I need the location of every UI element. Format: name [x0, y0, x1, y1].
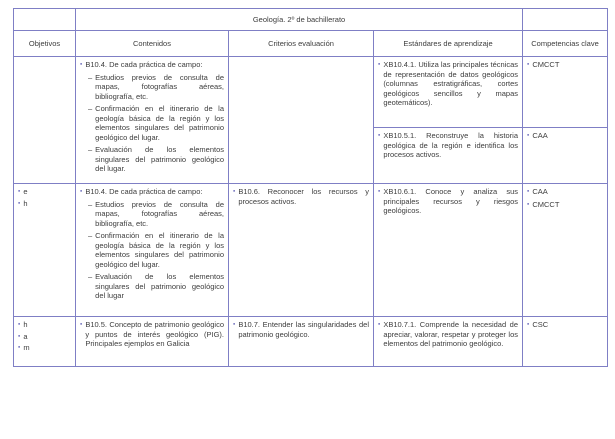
square-bullet-icon: ▪	[378, 321, 381, 328]
dash-bullet-icon: –	[88, 199, 93, 209]
header-estandares: Estándares de aprendizaje	[374, 31, 523, 57]
square-bullet-icon: ▪	[80, 321, 83, 328]
square-bullet-icon: ▪	[378, 132, 381, 139]
list-subitem	[88, 231, 224, 269]
header-objetivos: Objetivos	[14, 31, 76, 57]
list-item	[18, 343, 71, 353]
contenido-sub: Evaluación de los elementos singulares del patrimonio geológico del lugar	[95, 272, 224, 300]
contenido-sub: Estudios previos de consulta de mapas, fotografías aéreas, bibliografía, etc.	[95, 72, 224, 101]
dash-bullet-icon: –	[88, 72, 93, 82]
criterio-text: B10.7. Entender las singularidades del patrimonio geológico.	[238, 320, 369, 339]
cell-objetivos-row3	[14, 317, 76, 367]
list-item	[527, 60, 603, 70]
estandar-text: XB10.4.1. Utiliza las principales técnicas de representación de datos geológicos (columnas estratigráficas, cortes geológicos sencillos y mapas geotemáticos).	[383, 60, 519, 107]
cell-objetivos-row1	[14, 57, 76, 184]
square-bullet-icon: ▪	[80, 61, 83, 68]
list-item	[18, 187, 71, 197]
square-bullet-icon: ▪	[18, 332, 21, 340]
square-bullet-icon: ▪	[18, 344, 21, 351]
list-item	[18, 332, 71, 342]
square-bullet-icon: ▪	[527, 200, 530, 208]
list-item	[527, 200, 603, 210]
dash-bullet-icon: –	[88, 145, 93, 154]
square-bullet-icon: ▪	[527, 321, 530, 328]
table-title-row	[14, 9, 608, 31]
list-subitem	[88, 145, 224, 174]
estandar-text: XB10.7.1. Comprende la necesidad de apreciar, valorar, respetar y proteger los elementos del patrimonio geológico.	[383, 320, 519, 348]
contenido-lead: B10.4. De cada práctica de campo:	[85, 60, 203, 69]
list-subitem	[88, 104, 224, 142]
square-bullet-icon: ▪	[18, 199, 21, 207]
cell-competencias-xb1051	[523, 128, 608, 184]
list-item	[378, 131, 518, 160]
dash-bullet-icon: –	[88, 231, 93, 240]
square-bullet-icon: ▪	[18, 321, 21, 328]
competencia-label: CAA	[532, 131, 548, 140]
cell-competencias-xb1071	[523, 317, 608, 367]
title-spacer-left	[14, 9, 76, 31]
cell-objetivos-row2	[14, 184, 76, 317]
cell-contenidos-row2	[76, 184, 229, 317]
objetivo-label: e	[23, 187, 28, 196]
square-bullet-icon: ▪	[527, 188, 530, 195]
list-item	[80, 320, 224, 349]
cell-contenidos-row3	[76, 317, 229, 367]
cell-criterios-row2	[229, 184, 374, 317]
header-criterios: Criterios evaluación	[229, 31, 374, 57]
objetivo-label: m	[23, 343, 30, 352]
list-item	[80, 60, 224, 70]
cell-estandar-xb1061	[374, 184, 523, 317]
square-bullet-icon: ▪	[527, 132, 530, 139]
list-item	[18, 199, 71, 209]
cell-competencias-xb1061	[523, 184, 608, 317]
curriculum-table-wrapper	[13, 8, 608, 367]
criterio-text: B10.6. Reconocer los recursos y procesos activos.	[238, 187, 369, 206]
competencia-label: CMCCT	[532, 199, 560, 209]
square-bullet-icon: ▪	[233, 321, 236, 328]
list-item	[527, 187, 603, 197]
column-header-row	[14, 31, 608, 57]
cell-estandar-xb1041	[374, 57, 523, 128]
competencia-label: CAA	[532, 187, 548, 196]
table-row	[14, 317, 608, 367]
competencia-label: CMCCT	[532, 60, 560, 69]
objetivo-label: h	[23, 198, 28, 208]
square-bullet-icon: ▪	[80, 188, 83, 195]
list-item	[233, 187, 369, 206]
cell-estandar-xb1051	[374, 128, 523, 184]
list-item	[527, 320, 603, 330]
estandar-text: XB10.5.1. Reconstruye la historia geológica de la región e identifica los procesos activos.	[383, 131, 519, 159]
cell-estandar-xb1071	[374, 317, 523, 367]
dash-bullet-icon: –	[88, 104, 93, 113]
table-title: Geología. 2º de bachillerato	[76, 9, 523, 31]
contenido-sub: Estudios previos de consulta de mapas, fotografías aéreas, bibliografía, etc.	[95, 199, 224, 228]
list-item	[18, 320, 71, 330]
cell-competencias-xb1041	[523, 57, 608, 128]
contenido-sub: Evaluación de los elementos singulares del patrimonio geológico del lugar.	[95, 145, 224, 173]
cell-criterios-row1	[229, 57, 374, 184]
list-item	[527, 131, 603, 141]
list-subitem	[88, 200, 224, 229]
contenido-sub: Confirmación en el itinerario de la geología básica de la región y los elementos singulares del patrimonio geológico del lugar.	[95, 231, 224, 269]
square-bullet-icon: ▪	[527, 61, 530, 68]
contenido-lead: B10.5. Concepto de patrimonio geológico y puntos de interés geológico (PIG). Principales ejemplos en Galicia	[85, 320, 224, 348]
estandar-text: XB10.6.1. Conoce y analiza sus principales recursos y riesgos geológicos.	[383, 187, 519, 215]
list-item	[378, 187, 518, 216]
square-bullet-icon: ▪	[378, 188, 381, 195]
cell-contenidos-row1	[76, 57, 229, 184]
list-item	[80, 187, 224, 197]
objetivo-label: a	[23, 331, 28, 341]
contenido-sub: Confirmación en el itinerario de la geología básica de la región y los elementos singulares del patrimonio geológico del lugar.	[95, 104, 224, 142]
list-item	[233, 320, 369, 339]
square-bullet-icon: ▪	[233, 188, 236, 195]
title-spacer-right	[523, 9, 608, 31]
competencia-label: CSC	[532, 320, 549, 329]
curriculum-table	[13, 8, 608, 367]
list-subitem	[88, 73, 224, 102]
list-item	[378, 60, 518, 108]
square-bullet-icon: ▪	[18, 188, 21, 195]
table-row	[14, 57, 608, 128]
header-competencias: Competencias clave	[523, 31, 608, 57]
list-item	[378, 320, 518, 349]
square-bullet-icon: ▪	[378, 61, 381, 68]
cell-criterios-row3	[229, 317, 374, 367]
contenido-lead: B10.4. De cada práctica de campo:	[85, 187, 203, 196]
table-row	[14, 184, 608, 317]
header-contenidos: Contenidos	[76, 31, 229, 57]
objetivo-label: h	[23, 320, 28, 329]
dash-bullet-icon: –	[88, 272, 93, 281]
list-subitem	[88, 272, 224, 301]
